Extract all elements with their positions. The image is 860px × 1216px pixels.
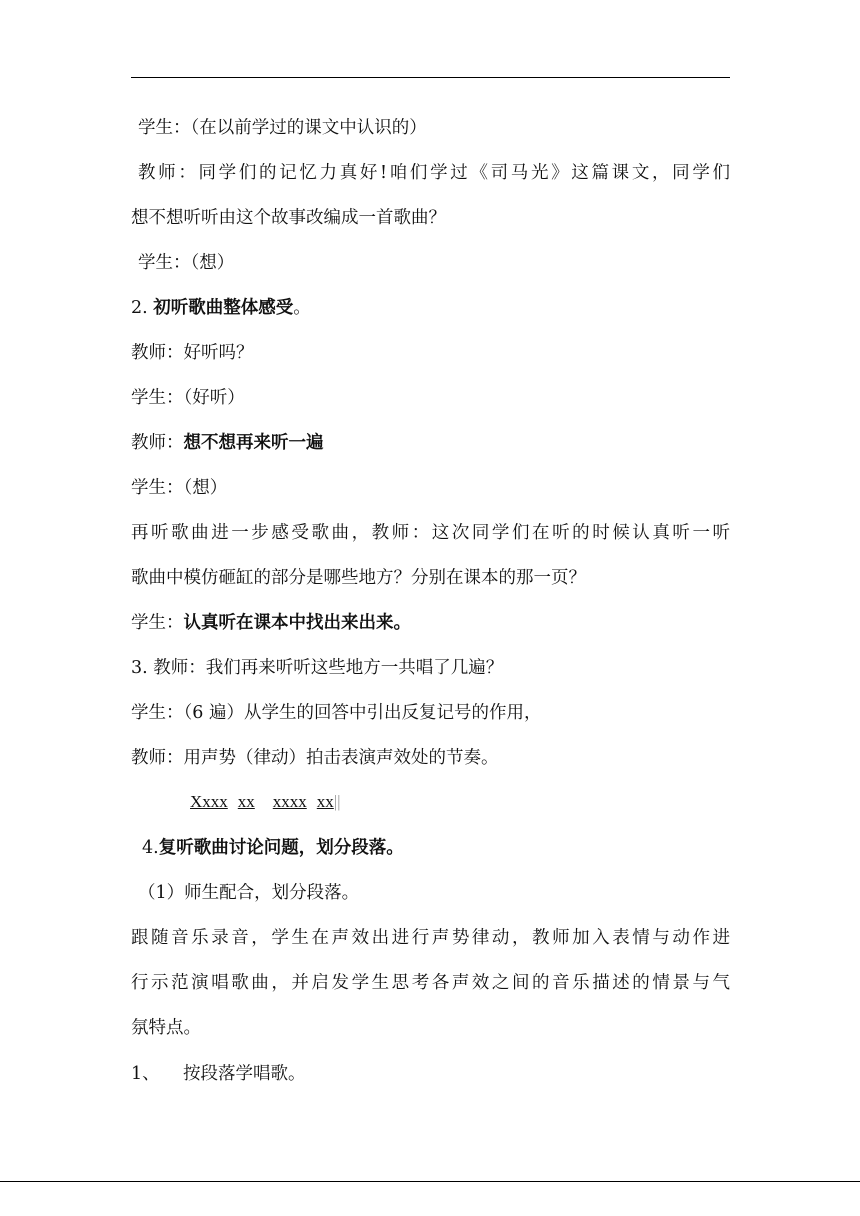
- paragraph-demo-cont: 行示范演唱歌曲，并启发学生思考各声效之间的音乐描述的情景与气: [131, 973, 730, 993]
- dialogue-teacher-1-cont: 想不想听听由这个故事改编成一首歌曲？: [131, 208, 446, 228]
- paragraph-listen-again-cont: 歌曲中模仿砸缸的部分是哪些地方？分别在课本的那一页？: [131, 568, 586, 588]
- rhythm-group-2: xx: [237, 792, 255, 811]
- step-4-heading: [142, 836, 404, 860]
- footer-rule: [0, 1181, 860, 1182]
- step-2-title: 初听歌曲整体感受: [153, 298, 294, 318]
- step-2-number: 2.: [131, 298, 154, 318]
- header-rule: [131, 77, 730, 78]
- step-4-title: 复听歌曲讨论问题，划分段落。: [158, 838, 404, 858]
- list-number: 1、: [131, 1064, 160, 1084]
- dialogue-teacher-4: 教师：用声势（律动）拍击表演声效处的节奏。: [131, 748, 499, 768]
- dialogue-student-5: [131, 611, 411, 635]
- rhythm-notation: [190, 790, 341, 814]
- step-2-end: 。: [293, 298, 311, 318]
- student-action: 认真听在课本中找出来出来。: [183, 613, 411, 633]
- speaker-label: 学生：: [131, 613, 184, 633]
- paragraph-listen-again: 再听歌曲进一步感受歌曲，教师：这次同学们在听的时候认真听一听: [131, 523, 730, 543]
- dialogue-student-6: 学生：（6 遍）从学生的回答中引出反复记号的作用，: [131, 703, 542, 723]
- dialogue-student-3: 学生：（好听）: [131, 388, 245, 408]
- step-3: 3. 教师：我们再来听听这些地方一共唱了几遍？: [131, 658, 504, 678]
- step-2-heading: [131, 296, 311, 320]
- dialogue-teacher-3: [131, 431, 324, 455]
- step-4-number: 4.: [142, 838, 159, 858]
- list-item-sing-by-section: [131, 1062, 306, 1086]
- dialogue-student-1: 学生：（在以前学过的课文中认识的）: [138, 118, 427, 138]
- paragraph-demo: 跟随音乐录音，学生在声效出进行声势律动，教师加入表情与动作进: [131, 928, 730, 948]
- rhythm-group-4: xx: [316, 792, 334, 811]
- paragraph-demo-end: 氛特点。: [131, 1018, 201, 1038]
- list-text: 按段落学唱歌。: [183, 1064, 306, 1084]
- dialogue-student-4: 学生：（想）: [131, 478, 228, 498]
- dialogue-teacher-2: 教师：好听吗？: [131, 343, 254, 363]
- dialogue-teacher-1: 教师：同学们的记忆力真好!咱们学过《司马光》这篇课文，同学们: [138, 163, 730, 183]
- dialogue-student-2: 学生：（想）: [138, 253, 235, 273]
- teacher-question: 想不想再来听一遍: [183, 433, 324, 453]
- repeat-barline: ||: [333, 792, 341, 811]
- speaker-label: 教师：: [131, 433, 184, 453]
- rhythm-group-1: Xxxx: [190, 792, 228, 811]
- rhythm-group-3: xxxx: [272, 792, 307, 811]
- substep-1: （1）师生配合，划分段落。: [138, 883, 360, 903]
